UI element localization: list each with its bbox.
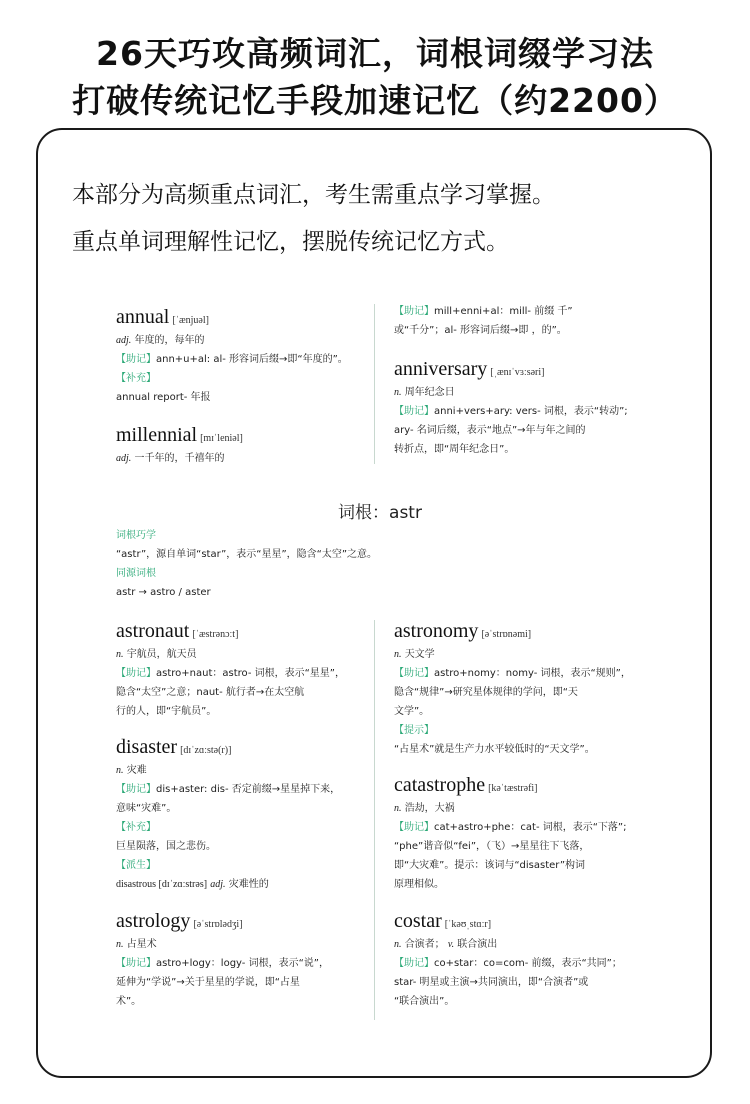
definition: 一千年的，千禧年的 xyxy=(134,453,225,464)
hint-tag: 【提示】 xyxy=(394,725,434,736)
memo-text: ann+u+al: al- 形容词后缀→即“年度的”。 xyxy=(156,354,348,365)
phonetic: [ˌænɪˈvɜːsəri] xyxy=(490,367,545,378)
headword: millennial xyxy=(116,424,198,446)
memo-tag: 【助记】 xyxy=(394,822,434,833)
memo-tag: 【助记】 xyxy=(116,958,156,969)
part-of-speech: n. xyxy=(116,939,124,950)
headline-line-2: 打破传统记忆手段加速记忆（约2200） xyxy=(72,81,678,120)
memo-text-3: 文学”。 xyxy=(394,706,430,717)
definition: 宇航员，航天员 xyxy=(126,649,197,660)
memo-text-1: astro+logy：logy- 词根，表示“说”， xyxy=(156,958,329,969)
memo-text-3: 即“大灾难”。提示：该词与“disaster”构词 xyxy=(394,860,586,871)
memo-text-3: “联合演出”。 xyxy=(394,996,455,1007)
root-section xyxy=(116,526,636,602)
entry-millennial xyxy=(116,424,366,468)
part-of-speech: adj. xyxy=(116,453,132,464)
definition: 周年纪念日 xyxy=(404,387,455,398)
memo-tag: 【助记】 xyxy=(394,406,434,417)
derivative-word: disastrous [dɪˈzɑːstrəs] xyxy=(116,879,208,890)
supplement-text: 巨星陨落，国之悲伤。 xyxy=(116,841,216,852)
definition: 占星术 xyxy=(126,939,157,950)
phonetic: [dɪˈzɑːstə(r)] xyxy=(180,745,232,756)
headword: astrology xyxy=(116,910,191,932)
supplement-tag: 【补充】 xyxy=(116,822,156,833)
phonetic: [mɪˈleniəl] xyxy=(200,433,243,444)
memo-tag: 【助记】 xyxy=(116,784,156,795)
definition-2: 联合演出 xyxy=(457,939,498,950)
memo-tag: 【助记】 xyxy=(394,306,434,317)
entry-astrology xyxy=(116,910,366,1011)
phonetic: [kəˈtæstrəfi] xyxy=(488,783,538,794)
phonetic: [ˈænjuəl] xyxy=(172,315,209,326)
memo-text-2: 隐含“规律”→研究星体规律的学问，即“天 xyxy=(394,687,578,698)
part-of-speech-2: v. xyxy=(447,939,455,950)
headword: anniversary xyxy=(394,358,488,380)
entry-catastrophe xyxy=(394,774,644,894)
definition: 灾难 xyxy=(126,765,147,776)
headword: annual xyxy=(116,306,170,328)
part-of-speech: adj. xyxy=(116,335,132,346)
part-of-speech: n. xyxy=(394,649,402,660)
memo-text-2: 或“千分”；al- 形容词后缀→即 ，的”。 xyxy=(394,325,567,336)
memo-text-1: anni+vers+ary: vers- 词根，表示“转动”; xyxy=(434,406,628,417)
part-of-speech: n. xyxy=(116,649,124,660)
memo-text-2: 延伸为“学说”→关于星星的学说，即“占星 xyxy=(116,977,300,988)
memo-text-2: star- 明星或主演→共同演出，即“合演者”或 xyxy=(394,977,589,988)
entry-disaster xyxy=(116,736,366,894)
dictionary-page xyxy=(110,296,650,1056)
memo-tag: 【助记】 xyxy=(116,668,156,679)
memo-text-3: 行的人，即“宇航员”。 xyxy=(116,706,217,717)
headword: astronaut xyxy=(116,620,190,642)
headline-line-1: 26天巧攻高频词汇，词根词缀学习法 xyxy=(96,34,654,73)
memo-text-2: “phe”谐音似“fei”，（飞）→星星往下飞落， xyxy=(394,841,590,852)
column-divider-top xyxy=(374,304,375,464)
derivative-tag: 【派生】 xyxy=(116,860,156,871)
entry-costar xyxy=(394,910,644,1011)
entry-annual xyxy=(116,306,366,407)
definition: 浩劫，大祸 xyxy=(404,803,455,814)
intro-line-1: 本部分为高频重点词汇，考生需重点学习掌握。 xyxy=(72,182,555,208)
memo-text-1: dis+aster: dis- 否定前缀→星星掉下来， xyxy=(156,784,341,795)
intro-line-2: 重点单词理解性记忆，摆脱传统记忆方式。 xyxy=(72,229,509,255)
headword: disaster xyxy=(116,736,178,758)
supplement-text: annual report- 年报 xyxy=(116,392,211,403)
derivative-pos: adj. xyxy=(210,879,226,890)
headword: catastrophe xyxy=(394,774,486,796)
entry-astronaut xyxy=(116,620,366,721)
entry-anniversary xyxy=(394,358,644,459)
part-of-speech: n. xyxy=(116,765,124,776)
supplement-tag: 【补充】 xyxy=(116,373,156,384)
memo-text-1: co+star：co=com- 前缀，表示“共同”； xyxy=(434,958,622,969)
memo-tag: 【助记】 xyxy=(394,958,434,969)
cognate-root-tag: 同源词根 xyxy=(116,568,156,579)
definition: 年度的，每年的 xyxy=(134,335,205,346)
root-tip-tag: 词根巧学 xyxy=(116,530,156,541)
entry-continuation xyxy=(394,302,644,340)
derivative-definition: 灾难性的 xyxy=(228,879,269,890)
memo-text-2: ary- 名词后缀，表示“地点”→年与年之间的 xyxy=(394,425,586,436)
definition: 合演者； xyxy=(404,939,445,950)
column-divider-bottom xyxy=(374,620,375,1020)
cognate-root-text: astr → astro / aster xyxy=(116,587,211,598)
memo-text-4: 原理相似。 xyxy=(394,879,444,890)
part-of-speech: n. xyxy=(394,803,402,814)
headword: costar xyxy=(394,910,442,932)
root-tip-text: “astr”，源自单词“star”，表示“星星”，隐含“太空”之意。 xyxy=(116,549,378,560)
memo-text-1: mill+enni+al：mill- 前缀 千” xyxy=(434,306,573,317)
definition: 天文学 xyxy=(404,649,435,660)
phonetic: [ˈkəʊˌstɑːr] xyxy=(444,919,492,930)
root-title: 词根：astr xyxy=(338,503,422,523)
phonetic: [əˈstrɒnəmi] xyxy=(481,629,532,640)
phonetic: [ˈæstrənɔːt] xyxy=(192,629,239,640)
memo-text-3: 术”。 xyxy=(116,996,142,1007)
memo-text-1: astro+naut：astro- 词根，表示“星星”， xyxy=(156,668,345,679)
memo-text-1: astro+nomy：nomy- 词根，表示“规则”， xyxy=(434,668,631,679)
memo-text-2: 意味“灾难”。 xyxy=(116,803,177,814)
headword: astronomy xyxy=(394,620,479,642)
memo-text-2: 隐含“太空”之意；naut- 航行者→在太空航 xyxy=(116,687,305,698)
entry-astronomy xyxy=(394,620,644,759)
memo-tag: 【助记】 xyxy=(394,668,434,679)
memo-text-3: 转折点，即“周年纪念日”。 xyxy=(394,444,515,455)
part-of-speech: n. xyxy=(394,939,402,950)
memo-text-1: cat+astro+phe：cat- 词根，表示“下落”; xyxy=(434,822,627,833)
part-of-speech: n. xyxy=(394,387,402,398)
memo-tag: 【助记】 xyxy=(116,354,156,365)
phonetic: [əˈstrɒlədʒi] xyxy=(193,919,243,930)
hint-text: “占星术”就是生产力水平较低时的“天文学”。 xyxy=(394,744,595,755)
